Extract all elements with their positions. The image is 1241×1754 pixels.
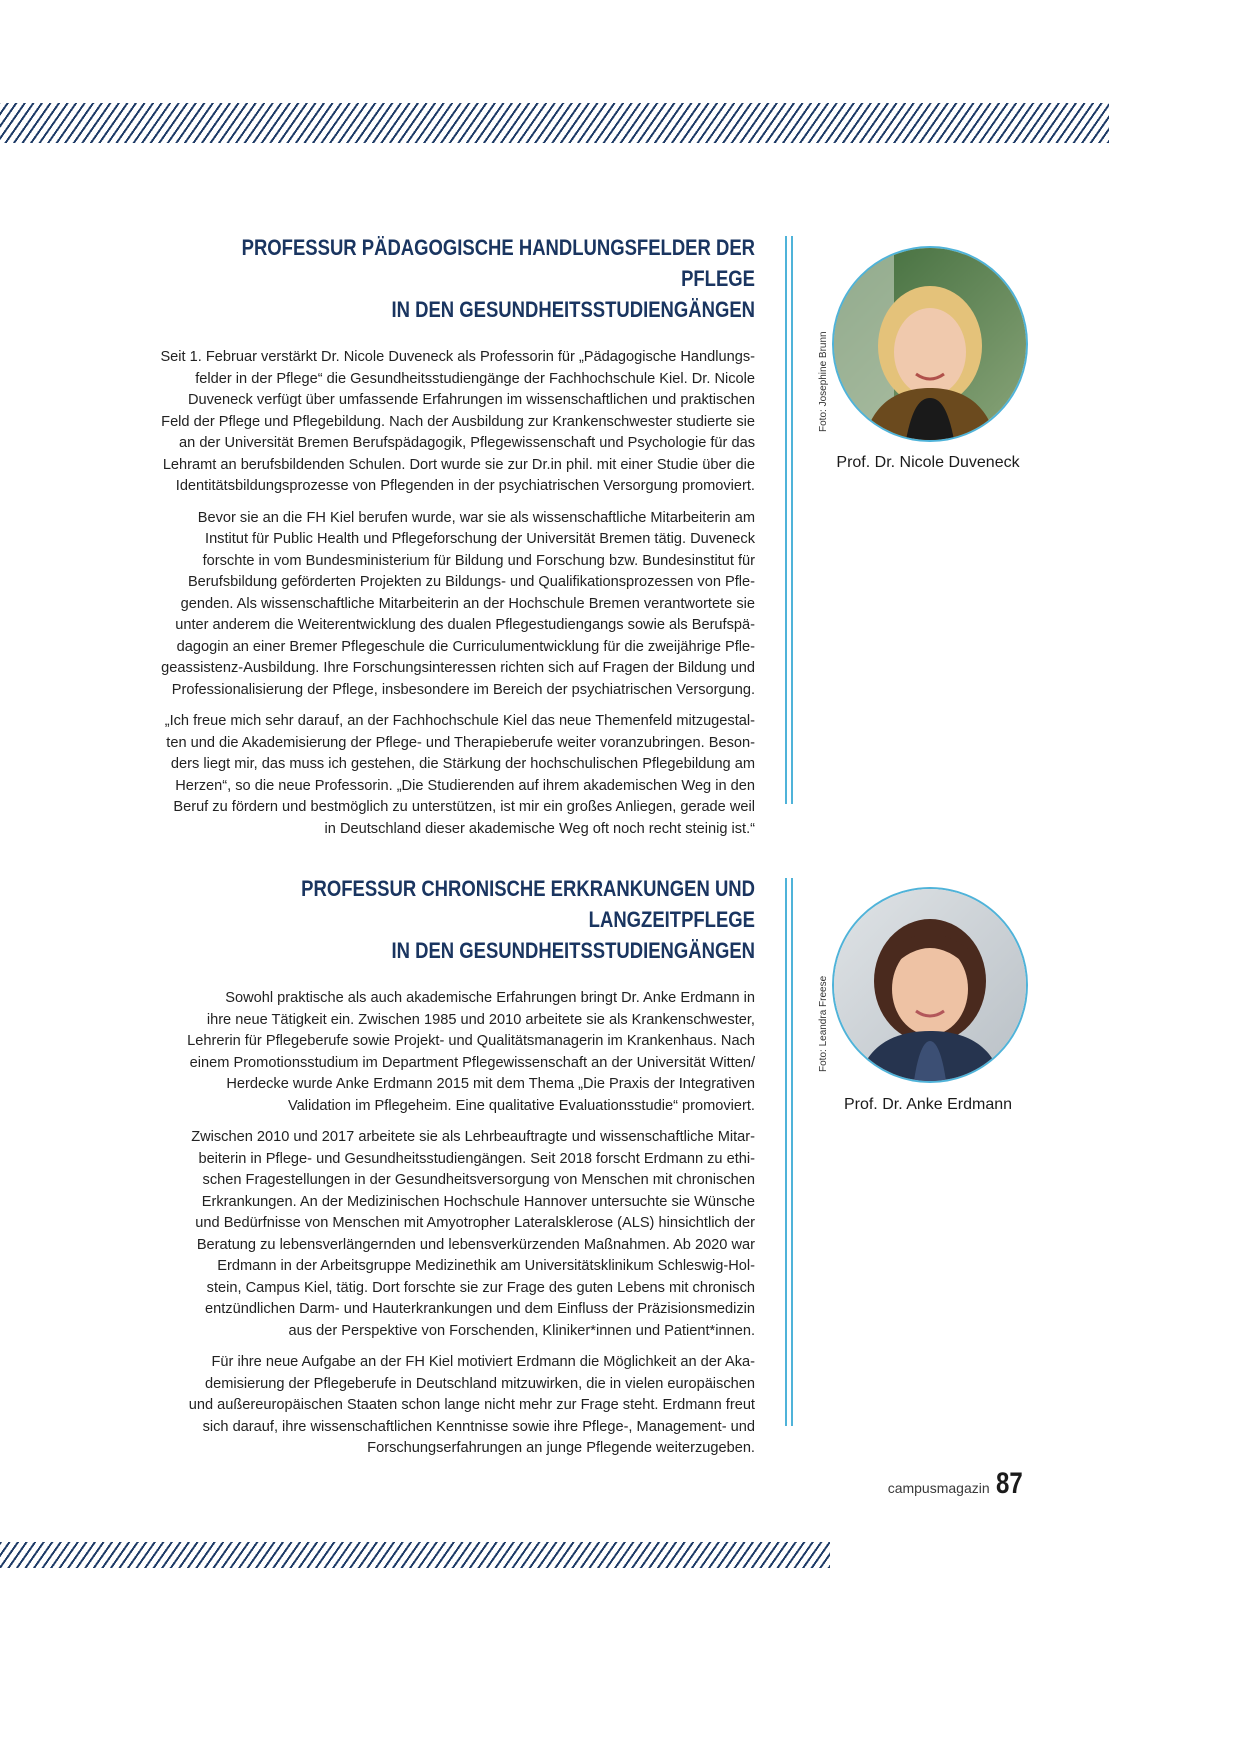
title-line-2: IN DEN GESUNDHEITSSTUDIENGÄNGEN bbox=[391, 297, 755, 322]
paragraph: Für ihre neue Aufgabe an der FH Kiel motiviert Erdmann die Möglichkeit an der Aka- demisierung der Pflegeberufe in Deutschland mitzuwirken, die in vielen europäischen und außereuropäischen Staaten schon lange nicht mehr zur Frage steht. Erdmann freut sich darauf, ihre wissenschaftlichen Kenntnisse sowie ihre Pflege-, Management- und Forschungserfahrungen an junge Pflegende weiterzugeben. bbox=[188, 1354, 755, 1456]
photo-credit: Foto: Leandra Freese bbox=[818, 975, 829, 1072]
article-erdmann bbox=[85, 873, 755, 1470]
bottom-hatch-band bbox=[0, 1542, 830, 1568]
magazine-name: campusmagazin bbox=[887, 1480, 990, 1496]
paragraph: Sowohl praktische als auch akademische Erfahrungen bringt Dr. Anke Erdmann in ihre neue Tätigkeit ein. Zwischen 1985 und 2010 arbeitete sie als Krankenschwester, Lehrerin für Pflegeberufe sowie Projekt- und Qualitätsmanagerin im Krankenhaus. Nach einem Promotionsstudium im Department Pflegewissenschaft an der Universität Witten/ Herdecke wurde Anke Erdmann 2015 mit dem Thema „Die Praxis der Integrativen Validation im Pflegeheim. Eine qualitative Evaluationsstudie“ promoviert. bbox=[187, 990, 755, 1114]
article-body bbox=[85, 988, 755, 1460]
page-footer bbox=[888, 1467, 1029, 1501]
accent-divider bbox=[785, 878, 787, 1426]
article-title bbox=[192, 232, 755, 325]
page-number: 87 bbox=[995, 1467, 1023, 1500]
portrait-duveneck bbox=[832, 246, 1028, 442]
title-line-2: IN DEN GESUNDHEITSSTUDIENGÄNGEN bbox=[391, 938, 755, 963]
portrait-erdmann bbox=[832, 887, 1028, 1083]
title-line-1: PROFESSUR CHRONISCHE ERKRANKUNGEN UND LANGZEITPFLEGE bbox=[301, 876, 755, 932]
article-title bbox=[192, 873, 755, 966]
paragraph: Seit 1. Februar verstärkt Dr. Nicole Duveneck als Professorin für „Pädagogische Handlungs- felder in der Pflege“ die Gesundheitsstudiengänge der Fachhochschule Kiel. Dr. Nicole Duveneck verfügt über umfassende Erfahrungen im wissenschaftlichen und praktischen Feld der Pflege und Pflegebildung. Nach der Ausbildung zur Krankenschwester studierte sie an der Universität Bremen Berufspädagogik, Pflegewissenschaft und Psychologie für das Lehramt an berufsbildenden Schulen. Dort wurde sie zur Dr.in phil. mit einer Studie über die Identitätsbildungsprozesse von Pflegenden in der psychiatrischen Versorgung promoviert. bbox=[160, 349, 755, 494]
portrait-caption: Prof. Dr. Anke Erdmann bbox=[843, 1096, 1013, 1113]
article-duveneck bbox=[85, 232, 755, 850]
portrait-caption: Prof. Dr. Nicole Duveneck bbox=[836, 454, 1020, 471]
paragraph: Zwischen 2010 und 2017 arbeitete sie als Lehrbeauftragte und wissenschaftliche Mitar- beiterin in Pflege- und Gesundheitsstudiengängen. Seit 2018 forscht Erdmann zu ethi- schen Fragestellungen in der Gesundheitsversorgung von Menschen mit chronischen Erkrankungen. An der Medizinischen Hochschule Hannover untersuchte sie Wünsche und Bedürfnisse von Menschen mit Amyotropher Lateralsklerose (ALS) hinsichtlich der Beratung zu lebensverlängernden und lebensverkürzenden Maßnahmen. Ab 2020 war Erdmann in der Arbeitsgruppe Medizinethik am Universitätsklinikum Schleswig-Hol- stein, Campus Kiel, tätig. Dort forschte sie zur Frage des guten Lebens mit chronisch entzündlichen Darm- und Hauterkrankungen und dem Einfluss der Präzisionsmedizin aus der Perspektive von Forschenden, Kliniker*innen und Patient*innen. bbox=[191, 1129, 755, 1339]
top-hatch-band bbox=[0, 103, 1109, 143]
photo-credit: Foto: Josephine Brunn bbox=[818, 331, 829, 432]
paragraph: „Ich freue mich sehr darauf, an der Fachhochschule Kiel das neue Themenfeld mitzugestal- ten und die Akademisierung der Pflege- und Therapieberufe weiter voranzubringen. Beson- ders liegt mir, das muss ich gestehen, die Stärkung der hochschulischen Pflegebildung am Herzen“, so die neue Professorin. „Die Studierenden auf ihrem akademischen Weg in den Beruf zu fördern und bestmöglich zu unterstützen, ist mir ein großes Anliegen, gerade weil in Deutschland dieser akademische Weg oft noch recht steinig ist.“ bbox=[164, 713, 755, 837]
accent-divider bbox=[785, 236, 787, 804]
article-body bbox=[85, 347, 755, 840]
title-line-1: PROFESSUR PÄDAGOGISCHE HANDLUNGSFELDER DER PFLEGE bbox=[241, 235, 755, 291]
paragraph: Bevor sie an die FH Kiel berufen wurde, war sie als wissenschaftliche Mitarbeiterin am Institut für Public Health und Pflegeforschung der Universität Bremen tätig. Duveneck forschte in vom Bundesministerium für Bildung und Forschung bzw. Bundesinstitut für Berufsbildung geförderten Projekten zu Bildungs- und Qualifikationsprozessen von Pfle- genden. Als wissenschaftliche Mitarbeiterin an der Hochschule Bremen verantwortete sie unter anderem die Weiterentwicklung des dualen Pflegestudiengangs sowie als Berufspä- dagogin an einer Bremer Pflegeschule die Curriculumentwicklung für die zweijährige Pfle- geassistenz-Ausbildung. Ihre Forschungsinteressen richten sich auf Fragen der Bildung und Professionalisierung der Pflege, insbesondere im Bereich der psychiatrischen Versorgung. bbox=[161, 509, 755, 698]
